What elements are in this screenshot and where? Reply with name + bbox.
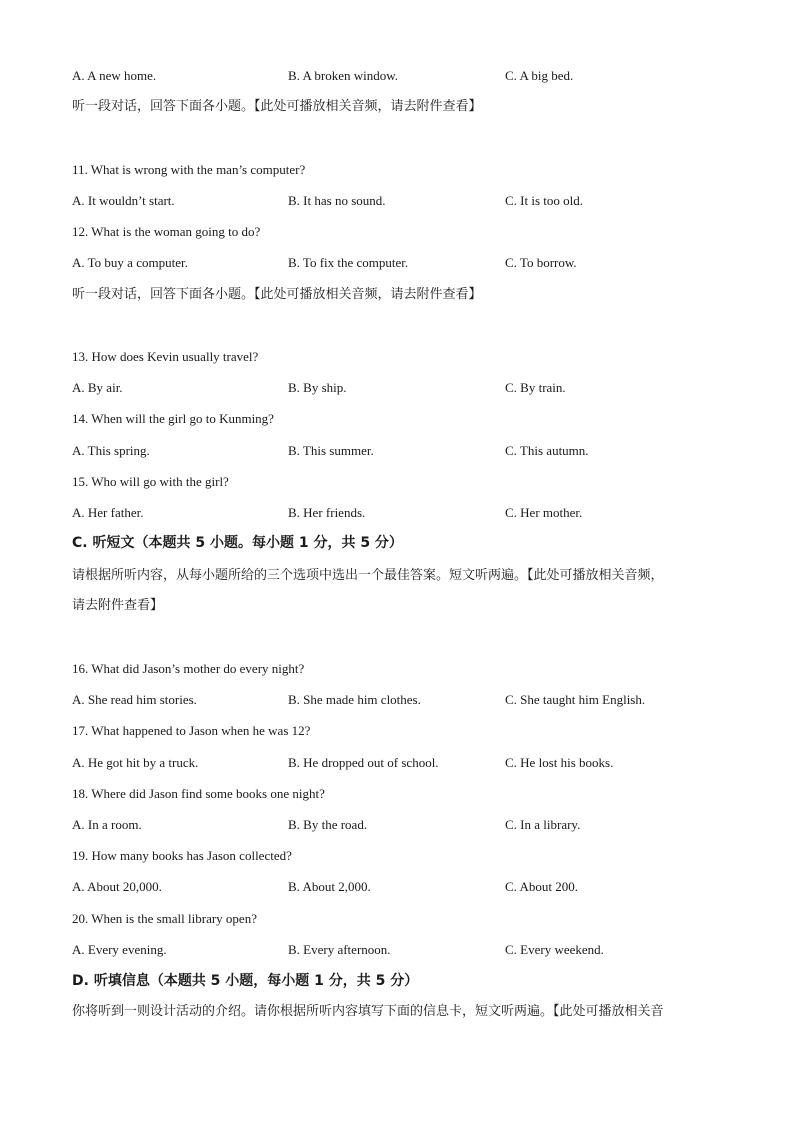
question-text: 20. When is the small library open? (72, 911, 257, 926)
option-c: C. By train. (505, 380, 566, 395)
question-text: 17. What happened to Jason when he was 12? (72, 723, 311, 738)
question-text: 19. How many books has Jason collected? (72, 848, 292, 863)
option-c: C. A big bed. (505, 68, 574, 83)
option-b: B. About 2,000. (288, 879, 371, 894)
option-a: A. Her father. (72, 505, 144, 520)
option-b: B. Every afternoon. (288, 942, 391, 957)
option-c: C. This autumn. (505, 443, 589, 458)
section-heading: C. 听短文（本题共 5 小题。每小题 1 分，共 5 分） (72, 535, 403, 551)
instruction-text: 听一段对话，回答下面各小题。【此处可播放相关音频，请去附件查看】 (72, 99, 482, 114)
option-b: B. By the road. (288, 817, 368, 832)
option-a: A. A new home. (72, 68, 157, 83)
option-c: C. About 200. (505, 879, 578, 894)
question-text: 11. What is wrong with the man’s computer? (72, 162, 306, 177)
section-heading: D. 听填信息（本题共 5 小题，每小题 1 分，共 5 分） (72, 973, 419, 989)
question-text: 18. Where did Jason find some books one night? (72, 786, 325, 801)
option-a: A. Every evening. (72, 942, 167, 957)
option-c: C. Every weekend. (505, 942, 604, 957)
option-a: A. It wouldn’t start. (72, 193, 175, 208)
option-c: C. In a library. (505, 817, 581, 832)
option-b: B. A broken window. (288, 68, 399, 83)
question-text: 15. Who will go with the girl? (72, 474, 229, 489)
option-c: C. Her mother. (505, 505, 583, 520)
option-a: A. About 20,000. (72, 879, 162, 894)
option-b: B. It has no sound. (288, 193, 386, 208)
question-text: 12. What is the woman going to do? (72, 224, 261, 239)
option-c: C. To borrow. (505, 255, 577, 270)
option-a: A. In a room. (72, 817, 142, 832)
question-text: 13. How does Kevin usually travel? (72, 349, 259, 364)
option-a: A. By air. (72, 380, 123, 395)
option-b: B. She made him clothes. (288, 692, 421, 707)
option-b: B. To fix the computer. (288, 255, 409, 270)
option-a: A. This spring. (72, 443, 150, 458)
option-a: A. She read him stories. (72, 692, 197, 707)
instruction-text: 请去附件查看】 (72, 598, 164, 613)
option-b: B. He dropped out of school. (288, 755, 439, 770)
option-b: B. Her friends. (288, 505, 366, 520)
question-text: 16. What did Jason’s mother do every night? (72, 661, 305, 676)
instruction-text: 请根据所听内容，从每小题所给的三个选项中选出一个最佳答案。短文听两遍。【此处可播放相关音频， (72, 568, 664, 583)
instruction-text: 听一段对话，回答下面各小题。【此处可播放相关音频，请去附件查看】 (72, 287, 482, 302)
option-c: C. She taught him English. (505, 692, 646, 707)
option-a: A. He got hit by a truck. (72, 755, 199, 770)
question-text: 14. When will the girl go to Kunming? (72, 411, 274, 426)
option-b: B. By ship. (288, 380, 347, 395)
option-c: C. It is too old. (505, 193, 584, 208)
option-a: A. To buy a computer. (72, 255, 188, 270)
option-b: B. This summer. (288, 443, 374, 458)
instruction-text: 你将听到一则设计活动的介绍。请你根据所听内容填写下面的信息卡，短文听两遍。【此处可播放相关音 (72, 1004, 664, 1019)
option-c: C. He lost his books. (505, 755, 614, 770)
